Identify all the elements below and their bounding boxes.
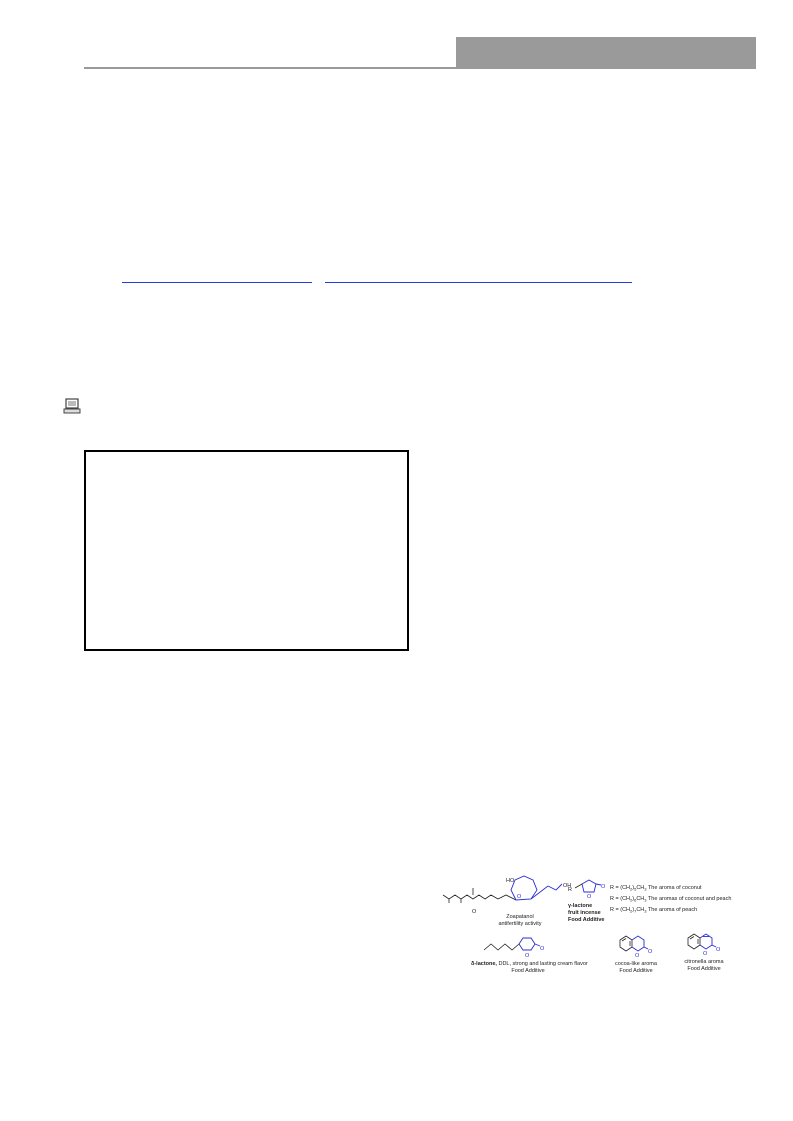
dihydrocoumarin-lactone-ring <box>632 936 648 951</box>
gamma-lactone-name: γ-lactone <box>568 903 593 909</box>
chemical-structures-figure <box>438 868 748 986</box>
delta-lactone-carbonyl-o: O <box>540 946 545 952</box>
hyperlink-underline[interactable] <box>122 282 312 283</box>
coumarin-o-label: O <box>703 951 708 957</box>
header-rule <box>84 67 456 69</box>
coumarin-carbonyl-o: O <box>716 947 721 953</box>
computer-icon <box>63 398 81 414</box>
zoapatanol-name: Zoapatanol <box>506 914 534 920</box>
gamma-lactone-use: Food Additive <box>568 917 605 923</box>
coumarin-lactone-ring <box>700 934 716 949</box>
gamma-lactone-r-label: R <box>568 887 572 893</box>
header-tab <box>456 37 756 69</box>
aroma-line-1: $R = (CH_2)_5CH_3$ The aroma of coconut <box>610 885 702 892</box>
zoapatanol-ketone-o: O <box>472 909 477 915</box>
delta-lactone-use: Food Additive <box>511 968 545 974</box>
delta-lactone-ring <box>519 938 540 950</box>
zoapatanol-ring-o: O <box>517 894 522 900</box>
zoapatanol-structure <box>443 888 516 903</box>
dihydrocoumarin-carbonyl-o: O <box>648 949 653 955</box>
coumarin-desc: citronella aroma <box>684 959 724 965</box>
dihydrocoumarin-benzene <box>620 936 632 951</box>
dihydrocoumarin-use: Food Additive <box>619 968 653 974</box>
empty-figure-box <box>84 450 409 651</box>
zoapatanol-activity: antifertility activity <box>498 921 542 927</box>
aroma-line-2: $R = (CH_2)_6CH_3$ The aromas of coconut and peach <box>610 896 732 903</box>
dihydrocoumarin-desc: cocoa-like aroma <box>615 961 657 967</box>
zoapatanol-ho-label: HO <box>506 878 515 884</box>
aroma-line-3: $R = (CH_2)_7CH_3$ The aroma of peach <box>610 907 698 914</box>
delta-lactone-chain <box>484 944 519 950</box>
coumarin-benzene <box>688 934 700 949</box>
delta-lactone-o-label: O <box>525 953 530 959</box>
gamma-lactone-o-label: O <box>587 894 592 900</box>
dihydrocoumarin-o-label: O <box>635 953 640 959</box>
coumarin-use: Food Additive <box>687 966 721 972</box>
gamma-lactone-desc: fruit incense <box>568 910 601 916</box>
zoapatanol-oh-label: OH <box>563 883 572 889</box>
hyperlink-underline[interactable] <box>325 282 632 283</box>
delta-lactone-caption: δ-lactone, DDL, strong and lasting cream flavor <box>471 961 588 967</box>
gamma-lactone-structure <box>582 880 601 892</box>
gamma-lactone-carbonyl-o: O <box>601 884 606 890</box>
